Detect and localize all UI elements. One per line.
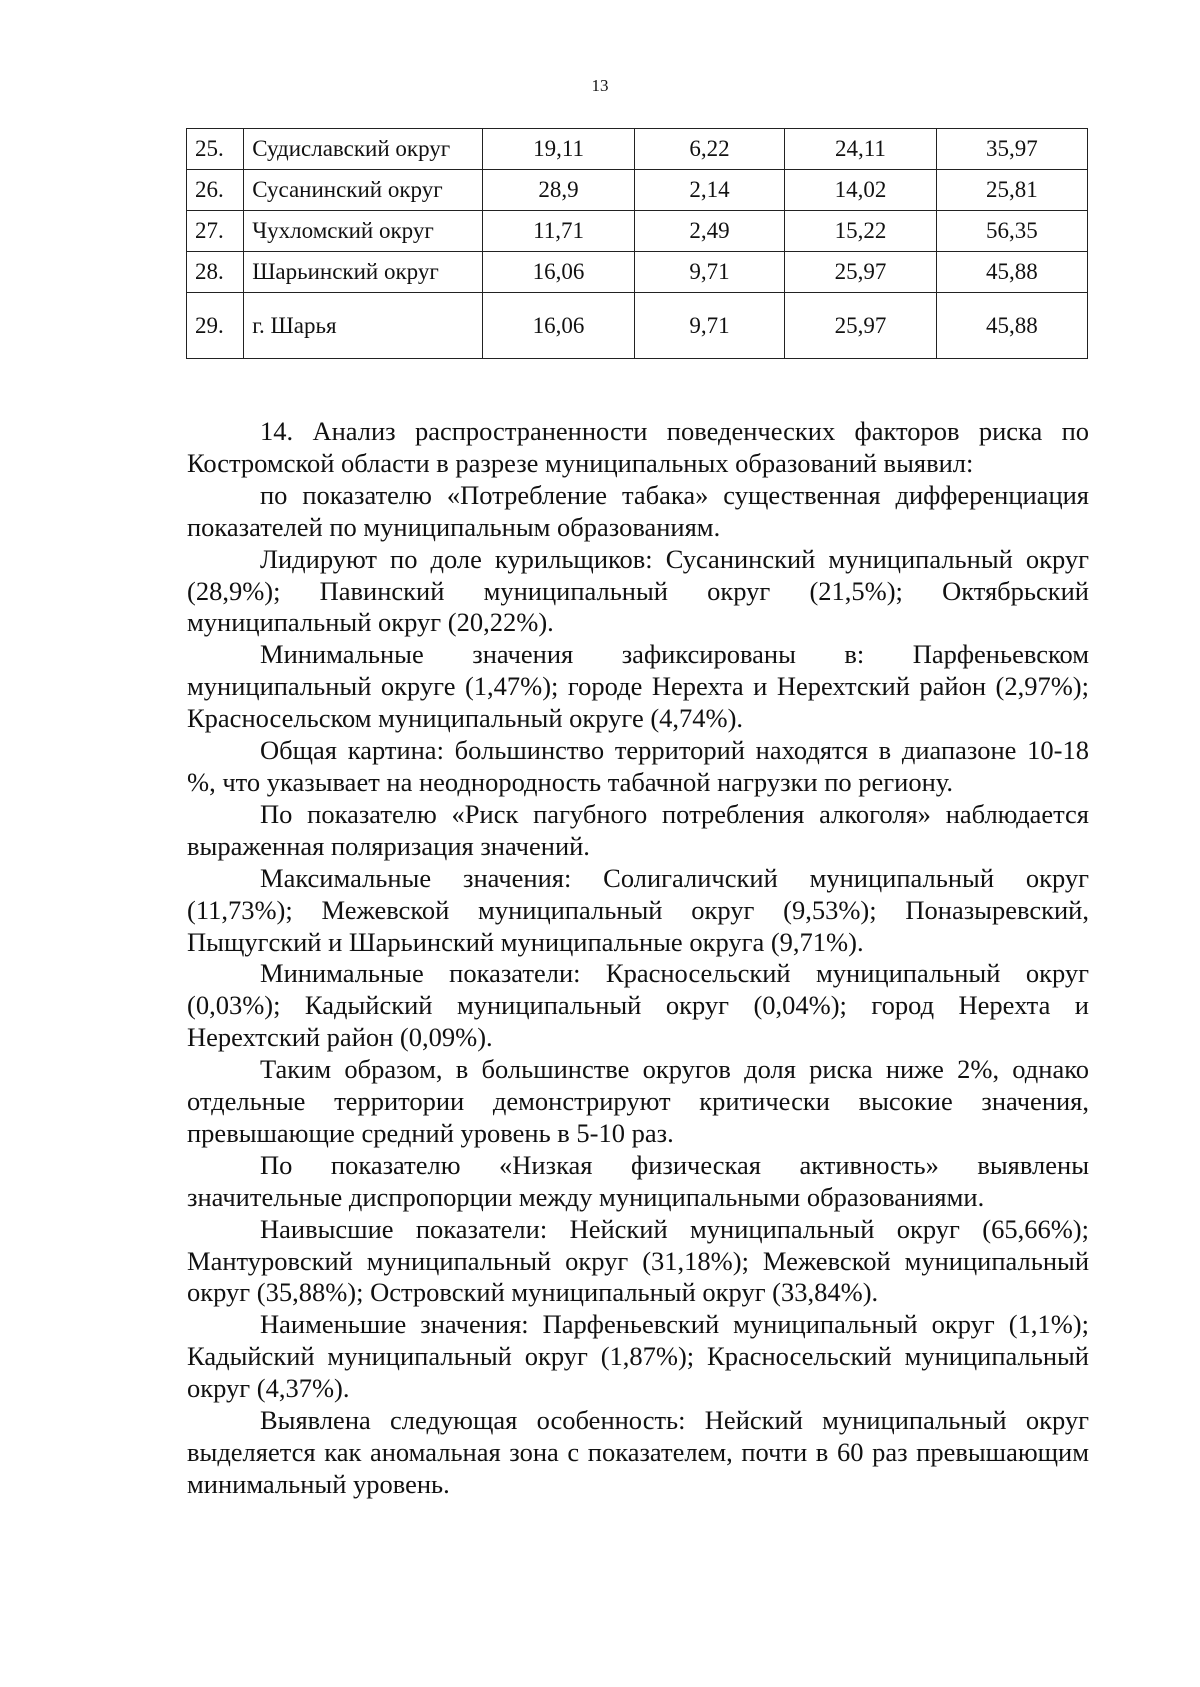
paragraph: Таким образом, в большинстве округов доля риска ниже 2%, однако отдельные территории демонстрируют критически высокие значения, превышающие средний уровень в 5-10 раз. — [187, 1054, 1089, 1148]
table-cell: 25,81 — [936, 170, 1087, 211]
paragraph: Наивысшие показатели: Нейский муниципальный округ (65,66%); Мантуровский муниципальный округ (31,18%); Межевской муниципальный округ (35,88%); Островский муниципальный округ (33,84%). — [187, 1213, 1089, 1308]
table-cell: 2,49 — [634, 211, 785, 252]
row-number: 29. — [187, 293, 244, 359]
table-cell: 9,71 — [634, 252, 785, 293]
table-cell: 6,22 — [634, 129, 785, 170]
table-cell: 19,11 — [483, 129, 634, 170]
document-body — [187, 416, 1089, 1501]
table-row — [187, 293, 1088, 359]
table-cell: 16,06 — [483, 293, 634, 359]
paragraph: Общая картина: большинство территорий находятся в диапазоне 10-18 %, что указывает на неоднородность табачной нагрузки по региону. — [187, 735, 1089, 797]
data-table — [186, 128, 1088, 359]
table-row — [187, 170, 1088, 211]
row-number: 26. — [187, 170, 244, 211]
table-cell: 11,71 — [483, 211, 634, 252]
table-cell: 35,97 — [936, 129, 1087, 170]
paragraph: по показателю «Потребление табака» существенная дифференциация показателей по муниципальным образованиям. — [187, 479, 1089, 542]
table-cell: 28,9 — [483, 170, 634, 211]
table-row — [187, 211, 1088, 252]
paragraph: Наименьшие значения: Парфеньевский муниципальный округ (1,1%); Кадыйский муниципальный округ (1,87%); Красносельский муниципальный округ (4,37%). — [187, 1309, 1089, 1404]
table-cell: 15,22 — [785, 211, 936, 252]
paragraph: Минимальные показатели: Красносельский муниципальный округ (0,03%); Кадыйский муниципальный округ (0,04%); город Нерехта и Нерехтский район (0,09%). — [187, 958, 1089, 1053]
row-number: 27. — [187, 211, 244, 252]
table-cell: 25,97 — [785, 293, 936, 359]
table-row — [187, 252, 1088, 293]
paragraph: Выявлена следующая особенность: Нейский муниципальный округ выделяется как аномальная зона с показателем, почти в 60 раз превышающим минимальный уровень. — [187, 1405, 1089, 1499]
row-number: 28. — [187, 252, 244, 293]
paragraph: По показателю «Риск пагубного потребления алкоголя» наблюдается выраженная поляризация значений. — [187, 798, 1089, 861]
district-name: Судиславский округ — [244, 129, 483, 170]
district-name: Чухломский округ — [244, 211, 483, 252]
paragraph: Максимальные значения: Солигаличский муниципальный округ (11,73%); Межевской муниципальный округ (9,53%); Поназыревский, Пыщугский и Шарьинский муниципальные округа (9,71%). — [187, 862, 1089, 957]
table-row — [187, 129, 1088, 170]
table-cell: 14,02 — [785, 170, 936, 211]
row-number: 25. — [187, 129, 244, 170]
table-cell: 2,14 — [634, 170, 785, 211]
page-number: 13 — [591, 76, 609, 95]
table-cell: 45,88 — [936, 293, 1087, 359]
paragraph: По показателю «Низкая физическая активность» выявлены значительные диспропорции между муниципальными образованиями. — [187, 1149, 1089, 1212]
table-cell: 9,71 — [634, 293, 785, 359]
paragraph: Лидируют по доле курильщиков: Сусанинский муниципальный округ (28,9%); Павинский муниципальный округ (21,5%); Октябрьский муниципальный округ (20,22%). — [187, 543, 1089, 638]
district-name: Шарьинский округ — [244, 252, 483, 293]
table-cell: 45,88 — [936, 252, 1087, 293]
table-cell: 24,11 — [785, 129, 936, 170]
district-name: г. Шарья — [244, 293, 483, 359]
table-cell: 25,97 — [785, 252, 936, 293]
table-cell: 16,06 — [483, 252, 634, 293]
table-cell: 56,35 — [936, 211, 1087, 252]
paragraph: 14. Анализ распространенности поведенческих факторов риска по Костромской области в разрезе муниципальных образований выявил: — [187, 416, 1089, 478]
district-name: Сусанинский округ — [244, 170, 483, 211]
paragraph: Минимальные значения зафиксированы в: Парфеньевском муниципальный округе (1,47%); городе Нерехта и Нерехтский район (2,97%); Красносельском муниципальный округе (4,74%). — [187, 639, 1089, 734]
